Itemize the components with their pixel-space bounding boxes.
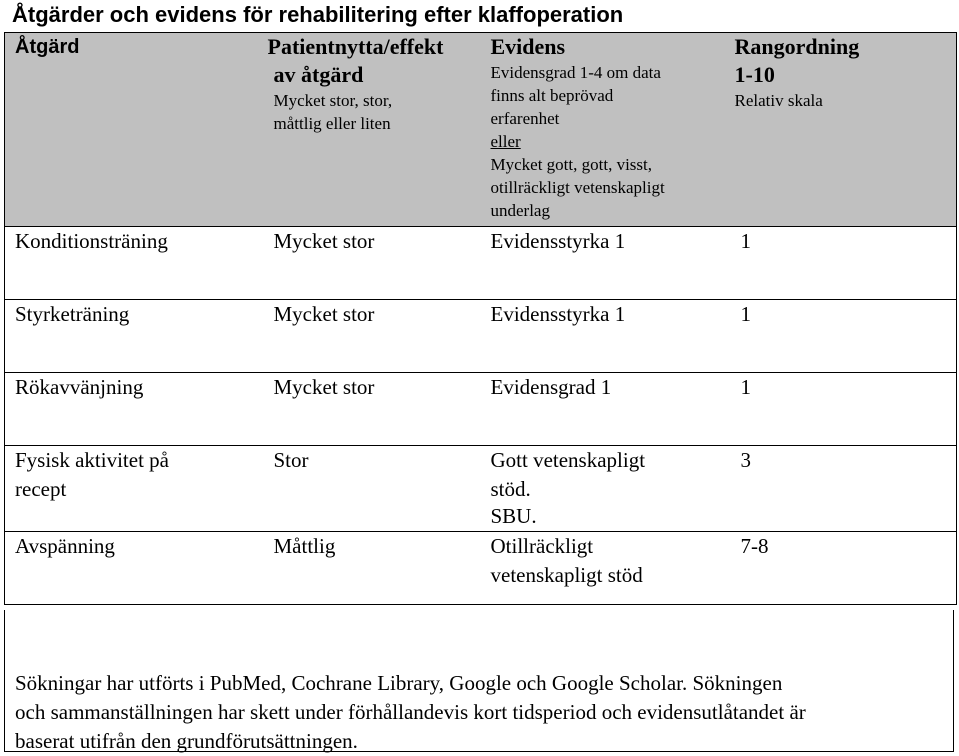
cell-text: 1 <box>740 302 751 326</box>
cell-text: 1 <box>740 375 751 399</box>
cell-text: Avspänning <box>15 534 115 558</box>
table-header-row <box>5 33 957 227</box>
cell-rank <box>729 227 957 300</box>
document-title: Åtgärder och evidens för rehabilitering efter klaffoperation <box>12 2 624 27</box>
cell-text: Gott vetenskapligt <box>490 448 646 472</box>
cell-evidence <box>481 227 729 300</box>
header-evidence-line: finns alt beprövad <box>490 86 614 105</box>
cell-text: Evidensstyrka 1 <box>490 229 626 253</box>
header-evidence-line: Evidensgrad 1-4 om data <box>490 63 661 82</box>
cell-text: Mycket stor <box>273 229 375 253</box>
cell-text: recept <box>15 477 67 501</box>
cell-text: Otillräckligt <box>490 534 594 558</box>
cell-effect <box>262 446 481 532</box>
cell-action <box>5 532 262 605</box>
cell-evidence <box>481 373 729 446</box>
header-evidence-line: underlag <box>490 201 550 220</box>
header-rank-label-2: 1-10 <box>734 62 775 87</box>
cell-action <box>5 446 262 532</box>
cell-rank <box>729 373 957 446</box>
cell-text: Mycket stor <box>273 375 375 399</box>
cell-effect <box>262 300 481 373</box>
table-row <box>5 532 957 605</box>
header-evidence <box>481 33 729 227</box>
header-evidence-line: Mycket gott, gott, visst, <box>490 155 652 174</box>
header-rank-sub: Relativ skala <box>734 91 823 110</box>
cell-text: Styrketräning <box>15 302 130 326</box>
cell-text: SBU. <box>490 504 537 528</box>
table-row <box>5 373 957 446</box>
cell-text: Evidensgrad 1 <box>490 375 612 399</box>
cell-text: Konditionsträning <box>15 229 168 253</box>
header-effect-label-1: Patientnytta/effekt <box>267 34 444 59</box>
header-effect-sub-2: måttlig eller liten <box>273 114 391 133</box>
cell-rank <box>729 446 957 532</box>
cell-text: Evidensstyrka 1 <box>490 302 626 326</box>
header-action <box>5 33 262 227</box>
cell-text: Mycket stor <box>273 302 375 326</box>
cell-text: Måttlig <box>273 534 336 558</box>
cell-effect <box>262 227 481 300</box>
header-rank-label-1: Rangordning <box>734 34 860 59</box>
cell-evidence <box>481 300 729 373</box>
header-evidence-line: eller <box>490 132 521 151</box>
table-row <box>5 227 957 300</box>
cell-action <box>5 300 262 373</box>
cell-text: 7-8 <box>740 534 769 558</box>
footer-line: och sammanställningen har skett under förhållandevis kort tidsperiod och evidensutlåtandet är <box>15 700 806 724</box>
cell-effect <box>262 373 481 446</box>
table-row <box>5 300 957 373</box>
footer-line: baserat utifrån den grundförutsättningen. <box>15 729 358 753</box>
header-effect-sub-1: Mycket stor, stor, <box>273 91 393 110</box>
cell-text: 1 <box>740 229 751 253</box>
cell-effect <box>262 532 481 605</box>
header-evidence-label: Evidens <box>490 34 566 59</box>
cell-action <box>5 373 262 446</box>
cell-text: 3 <box>740 448 751 472</box>
evidence-table <box>4 32 957 605</box>
cell-text: stöd. <box>490 477 531 501</box>
cell-text: vetenskapligt stöd <box>490 563 643 587</box>
cell-evidence <box>481 532 729 605</box>
cell-action <box>5 227 262 300</box>
cell-rank <box>729 300 957 373</box>
cell-text: Stor <box>273 448 309 472</box>
cell-text: Rökavvänjning <box>15 375 144 399</box>
footer-line: Sökningar har utförts i PubMed, Cochrane Library, Google och Google Scholar. Sökningen <box>15 671 783 695</box>
header-evidence-line: erfarenhet <box>490 109 560 128</box>
table-row <box>5 446 957 532</box>
header-evidence-line: otillräckligt vetenskapligt <box>490 178 665 197</box>
header-effect-label-2: av åtgärd <box>273 62 364 87</box>
footer-note <box>4 610 954 752</box>
cell-evidence <box>481 446 729 532</box>
cell-rank <box>729 532 957 605</box>
header-action-label: Åtgärd <box>15 36 80 58</box>
header-rank <box>729 33 957 227</box>
header-effect <box>262 33 481 227</box>
cell-text: Fysisk aktivitet på <box>15 448 169 472</box>
